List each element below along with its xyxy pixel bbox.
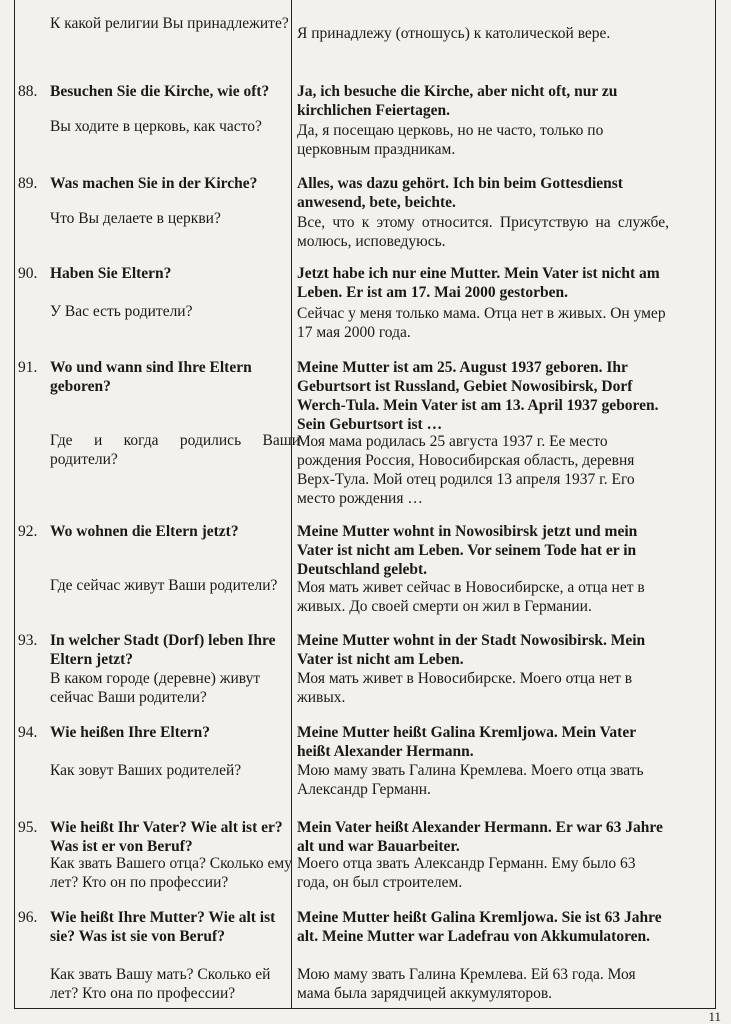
question-number: 91. (18, 359, 38, 376)
answer-ru: Все, что к этому относится. Присутствую на службе, молюсь, исповедуюсь. (297, 214, 669, 250)
answer-de: Alles, was dazu gehört. Ich bin beim Gottesdienst anwesend, bete, beichte. (297, 175, 623, 211)
answer-ru: Моя мама родилась 25 августа 1937 г. Ее место рождения Россия, Новосибирская область, деревня Верх-Тула. Мой отец родился 13 апреля 1937 г. Его место рождения … (297, 433, 635, 507)
question-ru: В каком городе (деревне) живут сейчас Ваши родители? (50, 670, 261, 706)
question-ru: Вы ходите в церковь, как часто? (50, 118, 262, 135)
question-de: In welcher Stadt (Dorf) leben Ihre Eltern jetzt? (50, 632, 276, 668)
question-de: Besuchen Sie die Kirche, wie oft? (50, 83, 270, 100)
bottom-rule (14, 1008, 716, 1009)
answer-de: Meine Mutter heißt Galina Kremljowa. Sie ist 63 Jahre alt. Meine Mutter war Ladefrau von Akkumulatoren. (297, 909, 662, 945)
question-ru: К какой религии Вы принадлежите? (50, 15, 289, 32)
answer-de: Mein Vater heißt Alexander Hermann. Er war 63 Jahre alt und war Bauarbeiter. (297, 819, 663, 855)
question-de: Wie heißt Ihr Vater? Wie alt ist er? Was ist er von Beruf? (50, 819, 283, 855)
question-de: Haben Sie Eltern? (50, 265, 172, 282)
answer-ru: Я принадлежу (отношусь) к католической вере. (297, 25, 611, 42)
question-de: Wie heißt Ihre Mutter? Wie alt ist sie? Was ist sie von Beruf? (50, 909, 276, 945)
question-ru: Что Вы делаете в церкви? (50, 210, 221, 227)
question-number: 95. (18, 819, 38, 836)
question-ru: Как звать Вашего отца? Сколько ему лет? Кто он по профессии? (50, 855, 292, 891)
answer-de: Jetzt habe ich nur eine Mutter. Mein Vater ist nicht am Leben. Er ist am 17. Mai 2000 gestorben. (297, 265, 660, 301)
answer-de: Meine Mutter wohnt in Nowosibirsk jetzt und mein Vater ist nicht am Leben. Vor seinem Tode hat er in Deutschland gelebt. (297, 523, 638, 578)
question-ru: Где сейчас живут Ваши родители? (50, 577, 278, 594)
answer-de: Meine Mutter wohnt in der Stadt Nowosibirsk. Mein Vater ist nicht am Leben. (297, 632, 646, 668)
question-number: 94. (18, 724, 38, 741)
page-number: 11 (708, 1009, 721, 1024)
answer-ru: Моя мать живет сейчас в Новосибирске, а отца нет в живых. До своей смерти он жил в Германии. (297, 579, 645, 615)
answer-de: Meine Mutter heißt Galina Kremljowa. Mein Vater heißt Alexander Hermann. (297, 724, 636, 760)
question-de: Wo wohnen die Eltern jetzt? (50, 523, 239, 540)
answer-ru: Мою маму звать Галина Кремлева. Моего отца звать Александр Германн. (297, 762, 644, 798)
question-de: Was machen Sie in der Kirche? (50, 175, 258, 192)
question-number: 96. (18, 909, 38, 926)
question-de: Wo und wann sind Ihre Eltern geboren? (50, 359, 252, 395)
question-ru: Как звать Вашу мать? Сколько ей лет? Кто она по профессии? (50, 966, 271, 1002)
answer-ru: Моя мать живет в Новосибирске. Моего отца нет в живых. (297, 670, 633, 706)
question-ru: У Вас есть родители? (50, 303, 193, 320)
question-number: 89. (18, 175, 38, 192)
answer-ru: Мою маму звать Галина Кремлева. Ей 63 года. Моя мама была зарядчицей аккумуляторов. (297, 966, 636, 1002)
answer-ru: Сейчас у меня только мама. Отца нет в живых. Он умер 17 мая 2000 года. (297, 305, 666, 341)
question-ru: Как зовут Ваших родителей? (50, 762, 242, 779)
question-de: Wie heißen Ihre Eltern? (50, 724, 211, 741)
question-number: 93. (18, 632, 38, 649)
answer-ru: Да, я посещаю церковь, но не часто, только по церковным праздникам. (297, 122, 604, 158)
question-ru: Где и когда родились Ваши родители? (50, 432, 300, 468)
question-number: 90. (18, 265, 38, 282)
question-number: 92. (18, 523, 38, 540)
answer-de: Ja, ich besuche die Kirche, aber nicht oft, nur zu kirchlichen Feiertagen. (297, 83, 618, 119)
question-number: 88. (18, 83, 38, 100)
answer-de: Meine Mutter ist am 25. August 1937 geboren. Ihr Geburtsort ist Russland, Gebiet Nowosibirsk, Dorf Werch-Tula. Mein Vater ist am 13. April 1937 geboren. Sein Geburtsort ist … (297, 359, 659, 433)
answer-ru: Моего отца звать Александр Германн. Ему было 63 года, он был строителем. (297, 855, 636, 891)
